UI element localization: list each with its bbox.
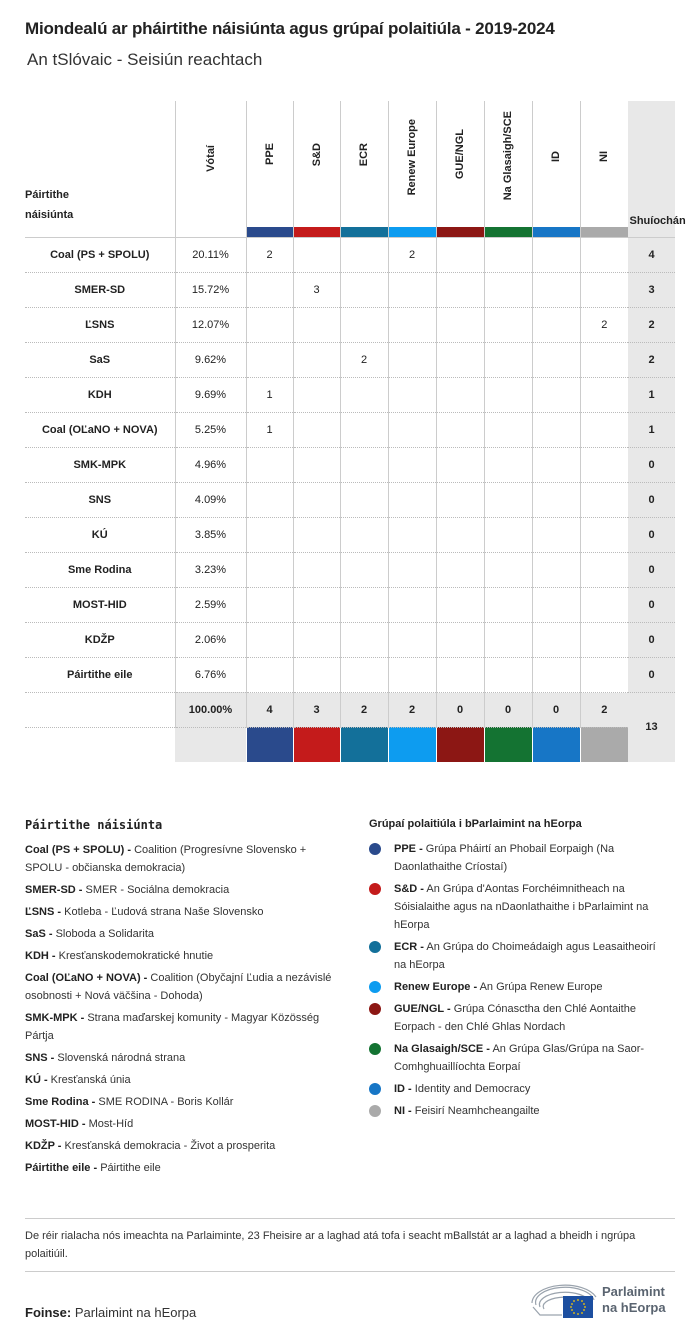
vote-share: 3.85%	[175, 517, 246, 552]
legend-party-item: Sme Rodina - SME RODINA - Boris Kollár	[25, 1096, 234, 1108]
table-row	[25, 482, 675, 517]
total-seats: 0	[628, 587, 675, 622]
group-seats-cell	[484, 272, 532, 307]
group-seats-cell	[388, 412, 436, 447]
col-header-group: ECR	[340, 101, 388, 237]
group-seats-cell	[246, 517, 293, 552]
group-seats-cell	[246, 342, 293, 377]
group-seats-cell	[436, 237, 484, 272]
group-seats-cell: 3	[293, 272, 340, 307]
group-seats-cell	[246, 587, 293, 622]
total-seats: 3	[628, 272, 675, 307]
table-row	[25, 657, 675, 692]
vote-share: 12.07%	[175, 307, 246, 342]
col-header-group: Na Glasaigh/SCE	[484, 101, 532, 237]
group-seats-cell	[580, 377, 628, 412]
group-seats-cell	[580, 587, 628, 622]
col-header-group: PPE	[246, 101, 293, 237]
group-color-bar	[580, 727, 628, 762]
col-header-party: Páirtithe náisiúnta	[25, 188, 74, 221]
total-votes: 100.00%	[175, 692, 246, 727]
group-seats-cell	[340, 622, 388, 657]
party-name: KDH	[25, 377, 175, 412]
vote-share: 9.69%	[175, 377, 246, 412]
party-name: SaS	[25, 342, 175, 377]
group-total: 2	[340, 692, 388, 727]
table-row	[25, 237, 675, 272]
group-seats-cell	[484, 517, 532, 552]
group-color-bar	[484, 727, 532, 762]
col-header-votes: Vótaí	[175, 101, 246, 237]
total-seats: 0	[628, 622, 675, 657]
vote-share: 9.62%	[175, 342, 246, 377]
col-header-seats: Shuíochán	[628, 101, 675, 237]
vote-share: 2.06%	[175, 622, 246, 657]
group-seats-cell	[532, 412, 580, 447]
party-name: Coal (PS + SPOLU)	[25, 237, 175, 272]
group-seats-cell	[293, 657, 340, 692]
group-seats-cell	[484, 237, 532, 272]
table-row	[25, 587, 675, 622]
party-name: SMER-SD	[25, 272, 175, 307]
group-seats-cell	[436, 552, 484, 587]
group-color-dot-icon	[369, 1083, 381, 1095]
group-seats-cell	[436, 412, 484, 447]
group-seats-cell	[293, 412, 340, 447]
party-name: ĽSNS	[25, 307, 175, 342]
grand-total-seats: 13	[628, 692, 675, 762]
vote-share: 5.25%	[175, 412, 246, 447]
group-color-bar	[533, 227, 580, 237]
legend-group-item: ID - Identity and Democracy	[369, 1080, 669, 1098]
legend-party-item: KDH - Kresťanskodemokratické hnutie	[25, 950, 214, 962]
party-name: Sme Rodina	[25, 552, 175, 587]
group-seats-cell	[532, 482, 580, 517]
group-color-dot-icon	[369, 1105, 381, 1117]
ep-logo: Parlaimint na hEorpa	[530, 1281, 680, 1321]
legend-national-parties	[25, 818, 345, 1181]
group-seats-cell	[532, 307, 580, 342]
party-name: MOST-HID	[25, 587, 175, 622]
group-seats-cell	[293, 552, 340, 587]
group-seats-cell	[293, 342, 340, 377]
group-seats-cell	[388, 587, 436, 622]
vote-share: 4.09%	[175, 482, 246, 517]
group-total: 4	[246, 692, 293, 727]
table-row	[25, 412, 675, 447]
group-seats-cell	[246, 482, 293, 517]
legend-party-item: SMER-SD - SMER - Sociálna demokracia	[25, 884, 230, 896]
party-name: Páirtithe eile	[25, 657, 175, 692]
legend-party-item: Páirtithe eile - Páirtithe eile	[25, 1162, 161, 1174]
table-row	[25, 552, 675, 587]
legend-party-item: ĽSNS - Kotleba - Ľudová strana Naše Slovensko	[25, 906, 264, 918]
group-seats-cell	[436, 342, 484, 377]
col-header-group: ID	[532, 101, 580, 237]
seats-table	[25, 101, 686, 762]
group-seats-cell	[340, 482, 388, 517]
legend-group-item: ECR - An Grúpa do Choimeádaigh agus Leasaitheoirí na hEorpa	[369, 938, 669, 974]
group-seats-cell	[340, 552, 388, 587]
table-row	[25, 447, 675, 482]
group-seats-cell	[580, 657, 628, 692]
table-row	[25, 272, 675, 307]
legend-group-item: GUE/NGL - Grúpa Cónasctha den Chlé Aontaithe Eorpach - den Chlé Ghlas Nordach	[369, 1000, 669, 1036]
group-seats-cell	[532, 237, 580, 272]
total-seats: 0	[628, 517, 675, 552]
group-seats-cell	[532, 377, 580, 412]
col-header-group: Renew Europe	[388, 101, 436, 237]
table-row	[25, 342, 675, 377]
group-color-dot-icon	[369, 843, 381, 855]
group-seats-cell	[388, 307, 436, 342]
group-color-bar	[388, 727, 436, 762]
group-color-bar	[294, 227, 340, 237]
group-color-bar	[246, 727, 293, 762]
group-seats-cell	[436, 587, 484, 622]
group-seats-cell	[436, 307, 484, 342]
group-total: 0	[532, 692, 580, 727]
group-seats-cell	[436, 482, 484, 517]
group-seats-cell	[388, 622, 436, 657]
legend-parties-title: Páirtithe náisiúnta	[25, 818, 163, 832]
group-seats-cell	[484, 342, 532, 377]
legend-party-item: MOST-HID - Most-Híd	[25, 1118, 134, 1130]
group-seats-cell	[580, 517, 628, 552]
group-seats-cell	[340, 657, 388, 692]
group-color-bar	[340, 727, 388, 762]
group-seats-cell	[340, 307, 388, 342]
group-color-bar	[532, 727, 580, 762]
party-name: SMK-MPK	[25, 447, 175, 482]
legend-party-item: SMK-MPK - Strana maďarskej komunity - Magyar Közösség Pártja	[25, 1012, 320, 1042]
group-seats-cell	[293, 447, 340, 482]
group-seats-cell	[484, 307, 532, 342]
group-seats-cell: 2	[388, 237, 436, 272]
group-seats-cell	[340, 412, 388, 447]
group-seats-cell	[580, 482, 628, 517]
table-row	[25, 517, 675, 552]
party-name: SNS	[25, 482, 175, 517]
group-seats-cell	[436, 272, 484, 307]
vote-share: 4.96%	[175, 447, 246, 482]
group-seats-cell	[532, 272, 580, 307]
total-seats: 0	[628, 657, 675, 692]
source: Foinse: Parlaimint na hEorpa	[25, 1305, 197, 1320]
group-color-dot-icon	[369, 941, 381, 953]
group-seats-cell	[436, 622, 484, 657]
group-seats-cell	[388, 552, 436, 587]
party-name: Coal (OĽaNO + NOVA)	[25, 412, 175, 447]
group-seats-cell	[388, 447, 436, 482]
legend-party-item: SNS - Slovenská národná strana	[25, 1052, 186, 1064]
group-seats-cell	[293, 622, 340, 657]
legend-group-item: S&D - An Grúpa d'Aontas Forchéimnitheach na Sóisialaithe agus na nDaonlathaithe i bParlaimint na hEorpa	[369, 880, 669, 934]
group-seats-cell	[532, 342, 580, 377]
vote-share: 15.72%	[175, 272, 246, 307]
table-row	[25, 622, 675, 657]
totals-row	[25, 692, 675, 727]
legend-group-item: NI - Feisirí Neamhcheangailte	[369, 1102, 669, 1120]
group-seats-cell	[436, 377, 484, 412]
group-seats-cell	[388, 377, 436, 412]
group-color-dot-icon	[369, 1043, 381, 1055]
group-seats-cell	[246, 272, 293, 307]
group-seats-cell	[532, 552, 580, 587]
group-seats-cell	[293, 237, 340, 272]
vote-share: 20.11%	[175, 237, 246, 272]
total-seats: 0	[628, 482, 675, 517]
group-seats-cell	[293, 307, 340, 342]
group-color-bar	[247, 227, 293, 237]
group-seats-cell	[532, 622, 580, 657]
group-seats-cell	[484, 552, 532, 587]
table-row	[25, 307, 675, 342]
group-seats-cell	[580, 552, 628, 587]
legend-political-groups	[369, 818, 669, 1124]
group-seats-cell: 2	[580, 307, 628, 342]
group-seats-cell: 1	[246, 377, 293, 412]
group-seats-cell	[293, 377, 340, 412]
group-seats-cell	[388, 657, 436, 692]
group-seats-cell	[580, 412, 628, 447]
group-seats-cell	[388, 517, 436, 552]
legend-group-item: Na Glasaigh/SCE - An Grúpa Glas/Grúpa na Saor-Comhghuaillíochta Eorpaí	[369, 1040, 669, 1076]
vote-share: 2.59%	[175, 587, 246, 622]
legend-party-item: Coal (OĽaNO + NOVA) - Coalition (Obyčajní Ľudia a nezávislé osobnosti + Nová väčšina - Dohoda)	[25, 972, 332, 1002]
total-seats: 4	[628, 237, 675, 272]
group-seats-cell	[532, 587, 580, 622]
col-header-group: S&D	[293, 101, 340, 237]
group-seats-cell	[340, 447, 388, 482]
group-seats-cell	[246, 447, 293, 482]
group-seats-cell	[246, 552, 293, 587]
total-seats: 2	[628, 307, 675, 342]
group-color-bar	[389, 227, 436, 237]
group-total: 2	[388, 692, 436, 727]
group-seats-cell	[484, 657, 532, 692]
group-color-dot-icon	[369, 883, 381, 895]
table-row	[25, 377, 675, 412]
total-seats: 0	[628, 447, 675, 482]
group-seats-cell	[484, 482, 532, 517]
party-name: KÚ	[25, 517, 175, 552]
group-seats-cell	[388, 272, 436, 307]
total-seats: 0	[628, 552, 675, 587]
group-seats-cell	[532, 657, 580, 692]
footnote: De réir rialacha nós imeachta na Parlaiminte, 23 Fheisire ar a laghad atá tofa i seacht mBallstát ar a laghad a bheidh i ngrúpa polaitiúil.	[25, 1230, 636, 1260]
group-seats-cell	[340, 587, 388, 622]
group-seats-cell	[580, 272, 628, 307]
total-seats: 2	[628, 342, 675, 377]
group-seats-cell	[436, 447, 484, 482]
group-color-bar	[581, 227, 629, 237]
vote-share: 3.23%	[175, 552, 246, 587]
group-seats-cell	[340, 272, 388, 307]
group-color-bar	[437, 227, 484, 237]
page-subtitle: An tSlóvaic - Seisiún reachtach	[27, 50, 263, 69]
group-color-bar	[436, 727, 484, 762]
group-seats-cell	[532, 517, 580, 552]
group-color-bar	[293, 727, 340, 762]
vote-share: 6.76%	[175, 657, 246, 692]
group-total: 3	[293, 692, 340, 727]
group-seats-cell	[246, 307, 293, 342]
table-body	[25, 237, 675, 762]
group-seats-cell: 2	[246, 237, 293, 272]
group-seats-cell	[436, 517, 484, 552]
party-name: KDŽP	[25, 622, 175, 657]
group-total: 0	[484, 692, 532, 727]
group-seats-cell	[388, 342, 436, 377]
group-seats-cell	[340, 377, 388, 412]
legend-group-item: Renew Europe - An Grúpa Renew Europe	[369, 978, 669, 996]
group-seats-cell	[340, 517, 388, 552]
group-seats-cell	[484, 587, 532, 622]
group-seats-cell	[580, 342, 628, 377]
page-title: Miondealú ar pháirtithe náisiúnta agus grúpaí polaitiúla - 2019-2024	[25, 19, 555, 38]
group-seats-cell: 2	[340, 342, 388, 377]
group-seats-cell	[293, 587, 340, 622]
divider	[25, 1271, 675, 1272]
col-header-group: NI	[580, 101, 628, 237]
group-seats-cell	[388, 482, 436, 517]
total-seats: 1	[628, 412, 675, 447]
group-seats-cell	[484, 412, 532, 447]
legend-group-item: PPE - Grúpa Pháirtí an Phobail Eorpaigh (Na Daonlathaithe Críostaí)	[369, 840, 669, 876]
group-seats-cell	[246, 657, 293, 692]
group-color-dot-icon	[369, 981, 381, 993]
group-seats-cell	[246, 622, 293, 657]
group-color-bar	[485, 227, 532, 237]
group-total: 2	[580, 692, 628, 727]
legend-party-item: KÚ - Kresťanská únia	[25, 1074, 131, 1086]
group-seats-cell	[484, 622, 532, 657]
legend-groups-title: Grúpaí polaitiúla i bParlaimint na hEorpa	[369, 818, 582, 830]
group-color-bar	[341, 227, 388, 237]
legend-party-item: KDŽP - Kresťanská demokracia - Život a prosperita	[25, 1140, 276, 1152]
total-seats: 1	[628, 377, 675, 412]
group-total: 0	[436, 692, 484, 727]
group-seats-cell	[580, 237, 628, 272]
group-seats-cell: 1	[246, 412, 293, 447]
group-seats-cell	[293, 517, 340, 552]
group-color-dot-icon	[369, 1003, 381, 1015]
legend-party-item: SaS - Sloboda a Solidarita	[25, 928, 155, 940]
divider	[25, 1218, 675, 1219]
group-seats-cell	[436, 657, 484, 692]
legend-party-item: Coal (PS + SPOLU) - Coalition (Progresívne Slovensko + SPOLU - občianska demokracia)	[25, 844, 307, 874]
group-seats-cell	[484, 447, 532, 482]
group-seats-cell	[340, 237, 388, 272]
col-header-group: GUE/NGL	[436, 101, 484, 237]
group-seats-cell	[293, 482, 340, 517]
group-seats-cell	[580, 447, 628, 482]
group-seats-cell	[484, 377, 532, 412]
group-seats-cell	[532, 447, 580, 482]
group-seats-cell	[580, 622, 628, 657]
hemicycle-icon	[530, 1281, 600, 1321]
